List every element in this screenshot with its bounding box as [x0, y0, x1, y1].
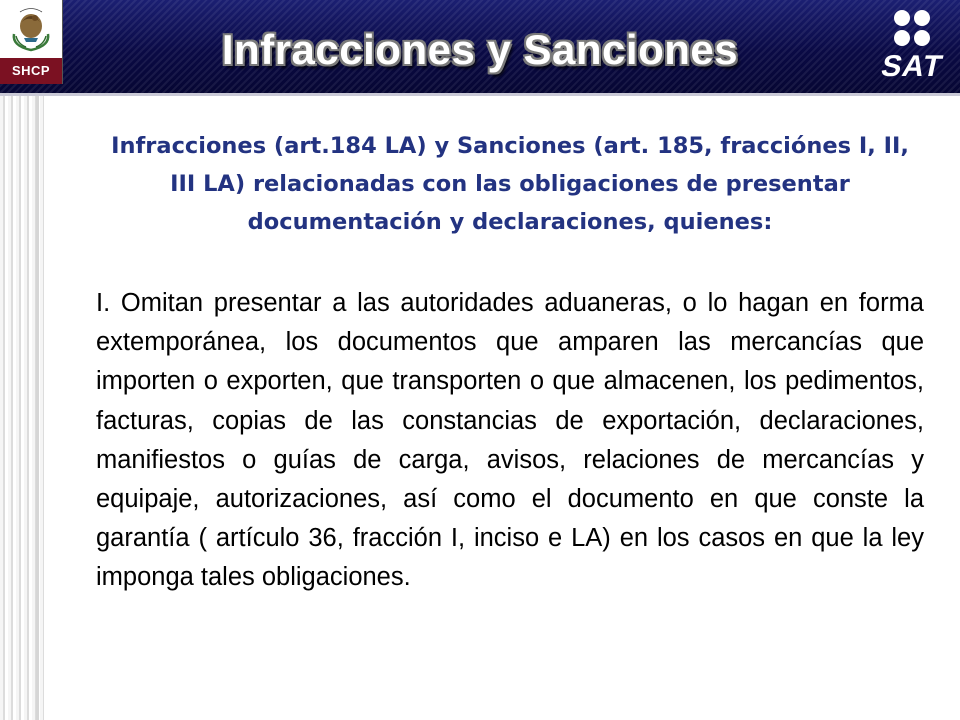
sat-label: SAT — [878, 50, 947, 83]
page-title: Infracciones y Sanciones — [221, 26, 739, 73]
header-banner — [0, 0, 960, 96]
slide-subtitle: Infracciones (art.184 LA) y Sanciones (art. 185, fracciónes I, II, III LA) relacionadas con las obligaciones de presentar documentación y declaraciones, quienes: — [111, 133, 909, 235]
paragraph-text: I. Omitan presentar a las autoridades aduaneras, o lo hagan en forma extemporánea, los documentos que amparen las mercancías que importen o exporten, que transporten o que almacenen, los pedimentos, facturas, copias de las constancias de exportación, declaraciones, manifiestos o guías de carga, avisos, relaciones de mercancías y equipaje, autorizaciones, así como el documento en que conste la garantía ( artículo 36, fracción I, inciso e LA) en los casos en que la ley imponga tales obligaciones. — [96, 289, 924, 592]
sat-logo — [868, 4, 956, 86]
shcp-label: SHCP — [0, 58, 62, 84]
sidebar-divider — [36, 96, 39, 720]
